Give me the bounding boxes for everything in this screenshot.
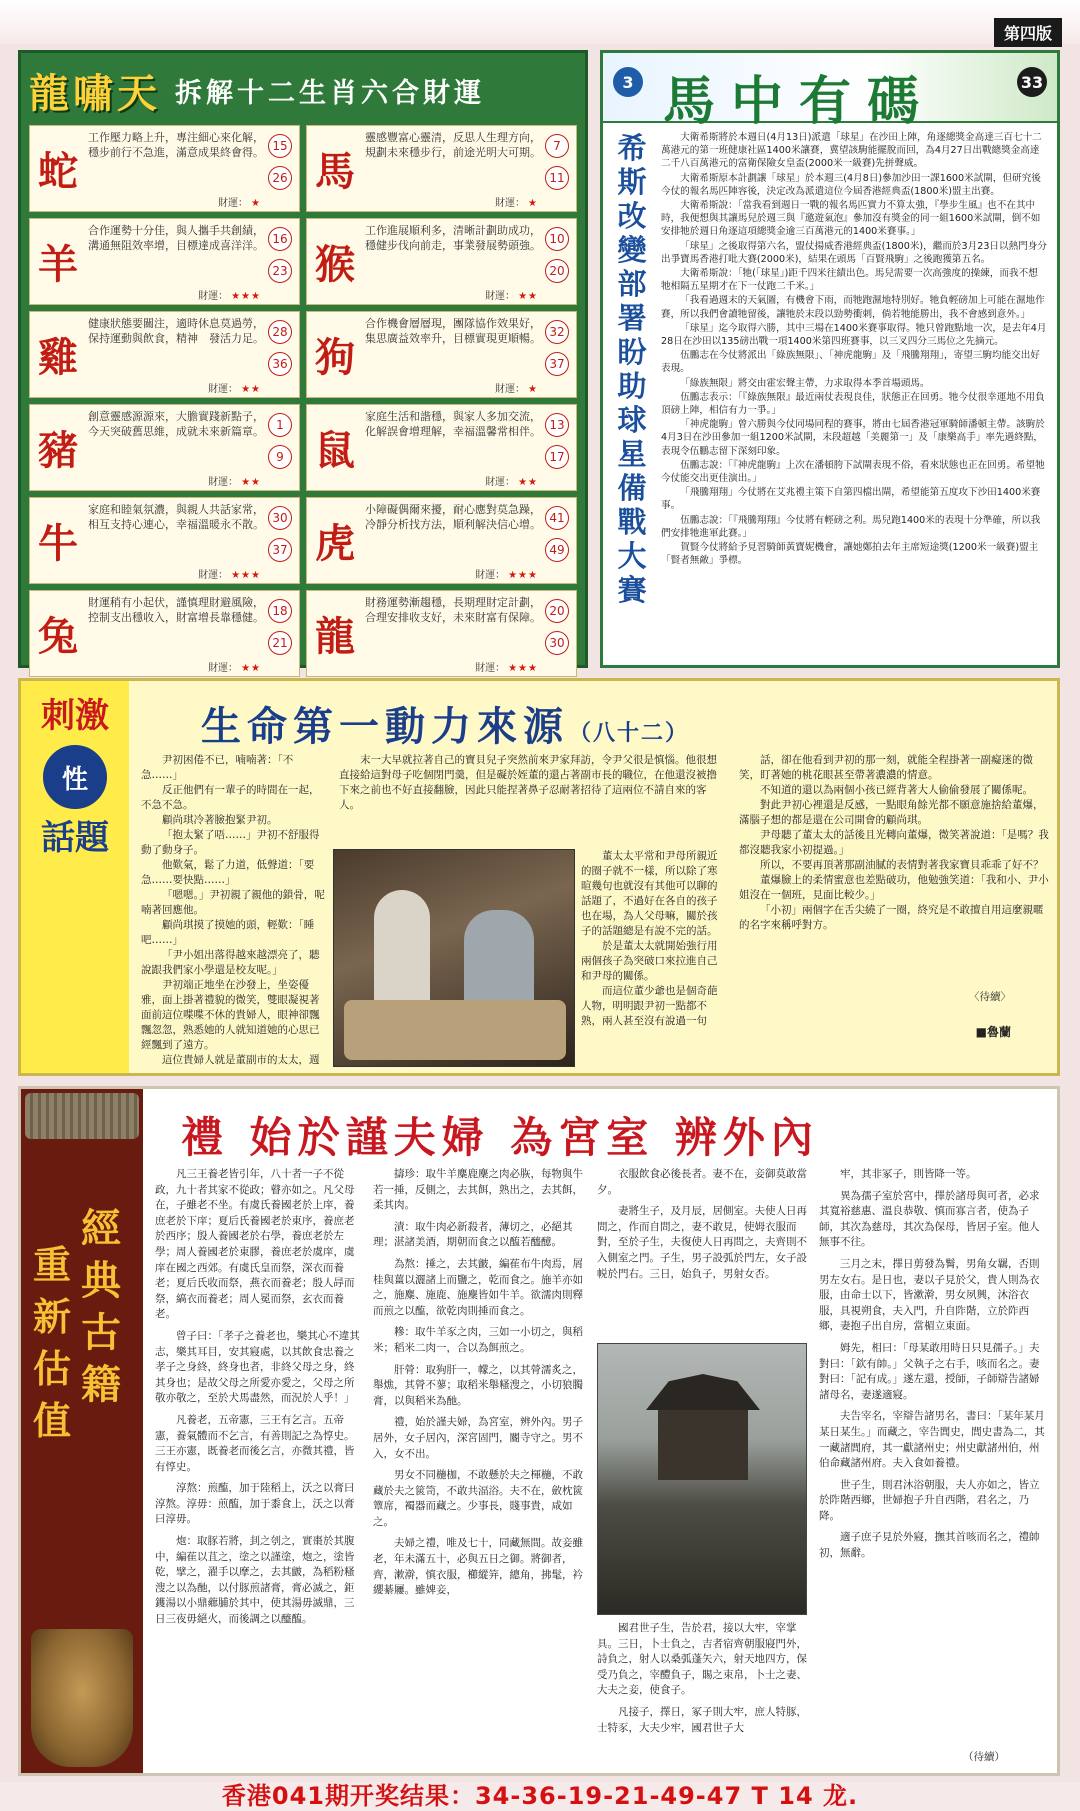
zodiac-lucky-numbers	[542, 409, 572, 473]
zodiac-lucky-numbers	[542, 595, 572, 659]
article-paragraph: 伍鵬志在今仗將派出「綠族無限」、「神虎龍駒」及「飛騰翔翔」，寄望三駒均能交出好表現。	[661, 350, 1040, 375]
zodiac-wealth	[365, 473, 572, 488]
classic-paragraph: 夫告宰名，宰辯告諸男名，書曰：「某年某月某日某生。」而藏之，宰告閭史，閭史書為二，其一藏諸閭府，其一獻諸州史；州史獻諸州伯，州伯命藏諸州府。夫入食如養禮。	[819, 1410, 1045, 1470]
zodiac-cell-main	[365, 223, 572, 287]
zodiac-cell-main	[88, 595, 295, 659]
zodiac-cell	[29, 218, 300, 305]
lucky-number-badge: 10	[545, 227, 569, 251]
article-paragraph: 「球星」迄今取得六勝，其中三場在1400米賽事取得。牠只曾跑點地一次，是去年4月28日在沙田以135磅出戰一項1400米第四班賽事，以三叉四分三馬位之先摘元。	[661, 322, 1047, 348]
zodiac-wealth	[365, 380, 572, 395]
sofa	[344, 1000, 566, 1060]
headline-char: 署	[617, 301, 647, 335]
classic-paragraph: 炮：取豚若將，刲之刳之，實棗於其腹中，編萑以苴之，塗之以謹塗，炮之，塗皆乾，擘之，濯手以摩之，去其皽，為稻粉糔溲之以為酏，以付豚煎諸膏，膏必滅之，鉅鑊湯以小鼎薌脯於其中，使其湯毋滅鼎，三日三夜毋絕火，而後調之以醯醢。	[155, 1535, 355, 1626]
wealth-label: 財運：	[475, 663, 506, 674]
story-paragraph: 對此尹初心裡還是反感，一點眼角餘光都不願意施捨給董爆，滿腦子想的都是還在公司開會的顧尚琪。	[739, 799, 1044, 826]
zodiac-wealth	[88, 566, 295, 581]
zodiac-cell	[29, 311, 300, 398]
classic-paragraph: 男女不同椸枷，不敢懸於夫之楎椸，不敢藏於夫之篋笥，不敢共湢浴。夫不在，斂枕篋簟席，襡器而藏之。少事長，賤事貴，咸如之。	[373, 1469, 583, 1528]
wealth-stars: ★★	[241, 477, 261, 488]
zodiac-cell	[306, 497, 577, 584]
headline-char: 星	[617, 437, 647, 471]
classic-paragraph: 適子庶子見於外寢，撫其首咳而名之，禮帥初，無辭。	[819, 1531, 1040, 1560]
wealth-stars: ★★	[241, 663, 261, 674]
lucky-number-badge: 15	[268, 134, 292, 158]
story-paragraph: 不知道的還以為兩個小孩已經背著大人偷偷發展了關係呢。	[760, 784, 1033, 796]
headline-char: 盼	[617, 335, 647, 369]
horse-header	[603, 53, 1057, 132]
zodiac-fortune-text: 家庭和睦氣氛濃，與親人共話家常，相互支持心連心，幸福溫暖永不散。	[88, 503, 264, 531]
classic-paragraph: 牢，其非冢子，則皆降一等。	[840, 1168, 977, 1180]
zodiac-cell-main	[88, 223, 295, 287]
wealth-stars: ★★★	[508, 570, 538, 581]
zodiac-fortune-text: 健康狀態要關注，適時休息莫過勞，保持運動與飲食，精神 發活力足。	[88, 317, 264, 345]
zodiac-animal: 鼠	[315, 427, 355, 474]
zodiac-cell-main	[88, 502, 295, 566]
article-paragraph: 大衛希斯將於本週日(4月13日)派遣「球星」在沙田上陣，角逐總獎金高達三百七十二萬港元的第一班健康社區1400米讓賽，冀望該駒能擺脫而回，為4月27日出戰總獎金高達二千八百萬港元的富衛保險女皇盃(2000米一級賽)先拼聲威。	[661, 132, 1042, 170]
zodiac-cell-main	[365, 409, 572, 473]
zodiac-animal: 牛	[38, 520, 78, 567]
article-paragraph: 大衛希斯說：「當我看到週日一戰的報名馬匹實力不算太強，『學步生風』也不在其中時，我便想與其讓馬兒於週三與『邀遊氣泡』參加沒有獎金的同一組1600米試閘，倒不如安排牠於週日角逐這項總獎金逾三百萬港元的1400米賽事。」	[661, 200, 1041, 238]
zodiac-cell-main	[365, 502, 572, 566]
zodiac-cell-body	[86, 126, 299, 211]
side-char: 新	[32, 1294, 71, 1339]
side-char: 話	[41, 818, 75, 858]
zodiac-cell-body	[86, 591, 299, 676]
classic-to-be-continued: （待續）	[963, 1751, 1005, 1763]
zodiac-animal: 蛇	[38, 148, 78, 195]
zodiac-animal: 龍	[315, 613, 355, 660]
classic-paragraph: 禮，始於謹夫婦，為宮室，辨外內。男子居外，女子居內，深宮固門，閽寺守之。男不入，女不出。	[373, 1416, 583, 1460]
lucky-number-badge: 17	[545, 445, 569, 469]
side-char: 估	[32, 1346, 71, 1391]
wealth-stars: ★★★	[508, 663, 538, 674]
zodiac-cell-body	[363, 405, 576, 490]
zodiac-fortune-text: 家庭生活和諧穩，與家人多加交流，化解誤會增理解，幸福溫馨常相伴。	[365, 410, 541, 438]
zodiac-lucky-numbers	[542, 316, 572, 380]
wealth-label: 財運：	[485, 477, 516, 488]
article-paragraph: 「我看過週末的天氣圖，有機會下雨，而牠跑濕地特別好。牠負輕磅加上可能在濕地作賽，所以我們會讀牠留後，讓牠於末段以勁勢衝刺，倘若牠能勝出，我不會感到意外。」	[661, 295, 1045, 320]
zodiac-lucky-numbers	[265, 502, 295, 566]
serial-logo: 性	[43, 745, 107, 809]
zodiac-lucky-numbers	[265, 223, 295, 287]
side-char: 經	[81, 1205, 121, 1252]
classic-texts	[18, 1086, 1060, 1776]
page-header-strip	[0, 0, 1080, 44]
lucky-number-badge: 9	[268, 445, 292, 469]
wealth-label: 財運：	[475, 570, 506, 581]
story-paragraph: 顧尚琪冷著臉抱緊尹初。	[162, 814, 278, 826]
lottery-result-footer: 香港041期开奖结果：34-36-19-21-49-47 T 14 龙.	[0, 1782, 1080, 1811]
zodiac-wealth	[365, 659, 572, 674]
zodiac-cell	[306, 404, 577, 491]
classic-paragraph: 為熬：捶之，去其皽，編萑布牛肉焉，屑桂與薑以灑諸上而鹽之，乾而食之。施羊亦如之，施麋、施鹿、施麇皆如牛羊。欲濡肉則釋而煎之以醢，欲乾肉則捶而食之。	[373, 1257, 583, 1317]
zodiac-brand: 龍嘯天	[29, 69, 161, 117]
horse-body	[603, 123, 1057, 663]
zodiac-cell	[306, 311, 577, 398]
story-paragraph: 這位貴婦人就是董副市的太太，週	[162, 1054, 320, 1066]
story-paragraph: 所以，不要再頂著那副油膩的表情對著我家寶貝乖乖了好不？	[760, 859, 1044, 871]
story-paragraph: 「嗯嗯。」尹初親了親他的鎖骨，呢喃著回應他。	[141, 889, 325, 916]
zodiac-cell-main	[365, 130, 572, 194]
zodiac-fortune-text: 財務運勢漸趨穩，長期理財定計劃，合理安排收支好，未來財富有保障。	[365, 596, 541, 624]
serial-side-banner	[21, 681, 129, 1073]
classic-column-3-top	[597, 1167, 807, 1337]
headline-char: 球	[617, 403, 647, 437]
horse-number-badge-right: 33	[1017, 67, 1047, 97]
headline-char: 變	[617, 233, 647, 267]
headline-char: 備	[617, 471, 647, 505]
headline-char: 改	[617, 199, 647, 233]
lucky-number-badge: 49	[545, 538, 569, 562]
story-paragraph: 「小初」兩個字在舌尖繞了一圈，終究是不敢擅自用這麼親暱的名字來稱呼對方。	[739, 904, 1044, 931]
zodiac-cell	[29, 590, 300, 677]
zodiac-cell-main	[88, 130, 295, 194]
zodiac-panel	[18, 50, 588, 674]
zodiac-wealth	[365, 287, 572, 302]
headline-char: 戰	[617, 505, 647, 539]
lucky-number-badge: 21	[268, 631, 292, 655]
classic-paragraph: 漬：取牛肉必新殺者，薄切之，必絕其理；湛諸美酒，期朝而食之以醢若醯醷。	[373, 1220, 573, 1249]
pavilion	[658, 1410, 748, 1480]
zodiac-wealth	[88, 473, 295, 488]
lucky-number-badge: 37	[545, 352, 569, 376]
article-paragraph: 伍鵬志表示：「『綠族無限』最近兩仗表現良佳，狀態正在回勇。牠今仗很幸運地不用負頂磅上陣，相信有力一爭。」	[661, 391, 1045, 417]
story-paragraph: 董太太平常和尹母所親近的圈子就不一樣，所以除了寒暄幾句也就沒有其他可以聊的話題了，不過好在各自的孩子也在場，為人父母嘛，關於孩子的話題總是有說不完的話。	[581, 850, 718, 937]
wealth-label: 財運：	[208, 477, 239, 488]
serial-column-1	[141, 753, 327, 1069]
wealth-label: 財運：	[495, 198, 526, 209]
zodiac-fortune-text: 合作機會層層現，團隊協作效果好，集思廣益效率升，目標實現更順暢。	[365, 317, 541, 345]
lucky-number-badge: 1	[268, 413, 292, 437]
lucky-number-badge: 30	[545, 631, 569, 655]
wealth-label: 財運：	[208, 384, 239, 395]
zodiac-wealth	[88, 380, 295, 395]
zodiac-animal: 羊	[38, 241, 78, 288]
article-paragraph: 「球星」之後取得第六名，盟仗揚威香港經典盃(1800米)，繼而於3月23日以熱門身分出爭寶馬香港打吡大賽(2000米)，結果在頭馬「百賢飛駒」之後跑獲第五名。	[661, 240, 1047, 265]
story-paragraph: 尹初端正地坐在沙發上，坐姿優雅，面上掛著禮貌的微笑，雙眼凝視著面前這位喋喋不休的貴婦人，眼神卻飄飄忽忽，熟悉她的人就知道她的心思已經飄到了遠方。	[141, 979, 320, 1051]
zodiac-cell-body	[363, 591, 576, 676]
zodiac-cell-body	[86, 312, 299, 397]
zodiac-lucky-numbers	[542, 502, 572, 566]
article-paragraph: 伍鵬志說：「『飛騰翔翔』今仗將有輕磅之利。馬兒跑1400米的表現十分準確，所以我們安排牠進軍此賽。」	[661, 514, 1041, 539]
lucky-number-badge: 18	[268, 599, 292, 623]
zodiac-wealth	[88, 287, 295, 302]
wealth-label: 財運：	[208, 663, 239, 674]
side-char: 重	[32, 1242, 71, 1287]
side-char: 激	[75, 696, 109, 736]
serial-column-2-bottom	[581, 849, 727, 1069]
horse-article-text	[661, 123, 1057, 663]
zodiac-lucky-numbers	[265, 130, 295, 194]
zodiac-fortune-text: 合作運勢十分佳，與人攜手共創績，溝通無阻效率增，目標達成喜洋洋。	[88, 224, 264, 252]
wealth-stars: ★★	[518, 291, 538, 302]
zodiac-animal: 豬	[38, 427, 78, 474]
zodiac-cell	[306, 125, 577, 212]
classic-paragraph: 凡接子，擇日，冢子則大牢，庶人特豚，士特豕，大夫少牢，國君世子大	[597, 1705, 807, 1734]
lucky-number-badge: 37	[268, 538, 292, 562]
story-paragraph: 於是董太太就開始強行用兩個孩子為突破口來拉進自己和尹母的關係。	[581, 940, 718, 982]
horse-racing-column	[600, 50, 1060, 668]
zodiac-fortune-text: 工作壓力略上升，專注細心來化解，穩步前行不急進，滿意成果終會得。	[88, 131, 264, 159]
classic-paragraph: 夫婦之禮，唯及七十，同藏無間。故妾雖老，年未滿五十，必與五日之御。將御者，齊，漱澣，慎衣服，櫛縱笄，總角，拂髦，衿纓綦屨。雖婢妾，	[373, 1537, 583, 1597]
wealth-stars: ★	[528, 198, 538, 209]
zodiac-animal: 猴	[315, 241, 355, 288]
wealth-stars: ★★	[518, 477, 538, 488]
wealth-stars: ★★★	[231, 570, 261, 581]
classic-paragraph: 姆先，相曰：「母某敢用時日只見孺子。」夫對曰：「欽有帥。」父執子之右手，咳而名之。妻對曰：「記有成。」遂左還，授師，子師辯告諸婦諸母名，妻遂適寢。	[819, 1341, 1040, 1401]
classic-column-4	[819, 1167, 1045, 1745]
zodiac-lucky-numbers	[542, 130, 572, 194]
bamboo-scroll-image	[25, 1093, 139, 1139]
zodiac-cell	[29, 404, 300, 491]
story-paragraph: 他歎氣，鬆了力道，低聲道：「要急……要快點……」	[141, 859, 315, 886]
wealth-stars: ★★★	[231, 291, 261, 302]
zodiac-cell-body	[86, 498, 299, 583]
side-char: 籍	[81, 1361, 121, 1408]
zodiac-cell	[306, 590, 577, 677]
article-paragraph: 「綠族無限」將交由霍宏聲主帶，力求取得本季首場頭馬。	[680, 377, 930, 389]
classic-paragraph: 凡三王養老皆引年，八十者一子不從政，九十者其家不從政；瞽亦如之。凡父母在，子雖老不坐。有虞氏養國老於上庠，養庶老於下庠；夏后氏養國老於東序，養庶老於西序；殷人養國老於右學，養庶老於左學；周人養國老於東膠，養庶老於虞庠，虞庠在國之西郊。有虞氏皇而祭，深衣而養老；夏后氏收而祭，燕衣而養老；殷人冔而祭，縞衣而養老；周人冕而祭，玄衣而養老。	[155, 1168, 355, 1321]
article-paragraph: 「神虎龍駒」曾六勝與今仗同場同程的賽事，將由七屆香港冠軍騎師潘頓主帶。該駒於4月3日在沙田參加一組1200米試閘，末段超越「美麗第一」及「康樂高手」率先過終點，表現令伍鵬志留下深刻印象。	[661, 419, 1045, 457]
side-char: 題	[75, 818, 109, 858]
horse-vertical-headline	[603, 123, 661, 663]
headline-char: 部	[617, 267, 647, 301]
classic-side-title-left	[29, 1239, 75, 1447]
headline-char: 斯	[617, 165, 647, 199]
page-number: 第四版	[994, 18, 1062, 47]
serial-story	[18, 678, 1060, 1076]
classic-paragraph: 淳熬：煎醢，加于陸稻上，沃之以膏曰淳熬。淳毋：煎醢，加于黍食上，沃之以膏曰淳毋。	[155, 1482, 355, 1526]
zodiac-cell-body	[363, 312, 576, 397]
headline-char: 助	[617, 369, 647, 403]
headline-char: 大	[617, 539, 647, 573]
classic-title: 禮 始於謹夫婦 為宮室 辨外內	[181, 1113, 819, 1162]
article-paragraph: 大衛希斯原本計劃讓「球星」於本週三(4月8日)參加沙田一課1600米試閘，但研究後今仗的報名馬匹陣容後，決定改為派遣這位今屆香港經典盃(1800米)盟主出賽。	[661, 172, 1041, 197]
wealth-stars: ★★	[241, 384, 261, 395]
classic-illustration	[597, 1343, 807, 1615]
story-paragraph: 反正他們有一輩子的時間在一起，不急不急。	[141, 784, 320, 811]
classic-paragraph: 國君世子生，告於君，接以大牢，宰掌具。三日，卜士負之，吉者宿齊朝服寢門外，詩負之，射人以桑弧蓬矢六，射天地四方，保受乃負之，宰醴負子，賜之束帛，卜士之妻、大夫之妾，使食子。	[597, 1622, 807, 1697]
article-paragraph: 大衛希斯說：「牠(「球星」)距千四米往績出色。馬兒需要一次高強度的操練，而我不想牠相隔五星期才在下一仗跑二千米。」	[661, 268, 1038, 293]
classic-paragraph: 衣服飲食必後長者。妻不在，妾御莫敢當夕。	[597, 1168, 807, 1196]
serial-column-3	[739, 753, 1051, 983]
zodiac-cell	[29, 497, 300, 584]
lucky-number-badge: 7	[545, 134, 569, 158]
wealth-stars: ★	[251, 198, 261, 209]
zodiac-fortune-text: 創意靈感源源來，大膽實踐新點子，今天突破舊思維，成就未來新篇章。	[88, 410, 264, 438]
zodiac-animal: 兔	[38, 613, 78, 660]
zodiac-cell-body	[86, 219, 299, 304]
story-paragraph: 尹初困倦不已，喃喃著：「不急……」	[141, 754, 294, 781]
zodiac-animal: 虎	[315, 520, 355, 567]
classic-paragraph: 肝膋：取狗肝一，幪之，以其膋濡炙之，舉燋，其膋不蓼；取稻米舉糔溲之，小切狼臅膏，以與稻米為酏。	[373, 1363, 583, 1407]
wealth-label: 財運：	[198, 570, 229, 581]
classic-paragraph: 妻將生子，及月辰，居側室。夫使人日再問之，作而自問之，妻不敢見，使姆衣服而對，至於子生，夫復使人日再問之，夫齊則不入側室之門。子生，男子設弧於門左，女子設帨於門右。三日，始負子，男射女否。	[597, 1205, 807, 1280]
zodiac-cell-main	[88, 316, 295, 380]
zodiac-lucky-numbers	[265, 595, 295, 659]
wealth-label: 財運：	[495, 384, 526, 395]
zodiac-cell	[29, 125, 300, 212]
serial-title-episode: （八十二）	[569, 720, 690, 746]
serial-column-2-top	[339, 753, 727, 845]
lucky-number-badge: 20	[545, 599, 569, 623]
zodiac-wealth	[88, 659, 295, 674]
sage-portrait	[31, 1629, 133, 1767]
horse-title: 馬中有碼	[663, 71, 936, 132]
story-paragraph: 「尹小姐出落得越來越漂亮了，聽說跟我們家小學還是校友呢。」	[141, 949, 320, 976]
classic-column-1	[155, 1167, 361, 1767]
zodiac-cell	[306, 218, 577, 305]
lucky-number-badge: 23	[268, 259, 292, 283]
classic-column-3-bottom	[597, 1621, 807, 1767]
zodiac-cell-body	[363, 219, 576, 304]
zodiac-fortune-text: 小障礙偶爾來擾，耐心應對莫急躁，冷靜分析找方法，順利解決信心增。	[365, 503, 541, 531]
zodiac-animal: 馬	[315, 148, 355, 195]
zodiac-fortune-text: 工作進展順利多，清晰計劃助成功，穩健步伐向前走，事業發展勢頭強。	[365, 224, 541, 252]
lucky-number-badge: 16	[268, 227, 292, 251]
wealth-stars: ★	[528, 384, 538, 395]
zodiac-cell-main	[365, 316, 572, 380]
story-paragraph: 話，卻在他看到尹初的那一刻，就能全程掛著一副癡迷的微笑，盯著她的桃花眼甚至帶著濃濃的情意。	[739, 754, 1033, 781]
lucky-number-badge: 32	[545, 320, 569, 344]
side-char: 值	[32, 1398, 71, 1443]
zodiac-lucky-numbers	[542, 223, 572, 287]
zodiac-wealth	[365, 194, 572, 209]
lucky-number-badge: 26	[268, 166, 292, 190]
wealth-label: 財運：	[198, 291, 229, 302]
zodiac-wealth	[365, 566, 572, 581]
story-paragraph: 末一大早就拉著自己的寶貝兒子突然前來尹家拜訪，令尹父很是慎惱。他很想直接給這對母子吃個閉門羹，但是礙於姪董的還占著副市長的職位，在他還沒被撸下來之前也不好直接翻臉，因此只能捏著鼻子忍耐著招待了這兩位不請自來的客人。	[339, 754, 717, 811]
lucky-number-badge: 11	[545, 166, 569, 190]
classic-paragraph: 三月之末，擇日剪發為鬌，男角女羈，否則男左女右。是日也，妻以子見於父，貴人則為衣服，由命士以下，皆漱澣，男女夙興，沐浴衣服，具視朔食，夫入門，升自阼階，立於阼西鄉，妻抱子出自房，當楣立東面。	[819, 1257, 1040, 1333]
serial-to-be-continued: 〈待續〉	[969, 991, 1011, 1003]
serial-illustration	[333, 849, 575, 1067]
zodiac-cell-body	[363, 126, 576, 211]
story-paragraph: 尹母聽了董太太的話後且光轉向董爆，微笑著說道：「是嗎？我都沒聽我家小初提過。」	[739, 829, 1049, 856]
story-paragraph: 董爆臉上的柔情蜜意也差點破功，他勉強笑道：「我和小、尹小姐沒在一個班，見面比較少。」	[739, 874, 1049, 901]
horse-number-badge-left: 3	[613, 67, 643, 97]
lucky-number-badge: 13	[545, 413, 569, 437]
side-char: 刺	[41, 696, 75, 736]
lucky-number-badge: 41	[545, 506, 569, 530]
wealth-label: 財運：	[218, 198, 249, 209]
article-paragraph: 伍鵬志說：「『神虎龍駒』上次在潘頓胯下試閘表現不俗，看來狀態也正在回勇。希望牠今仗能交出更佳演出。」	[661, 459, 1045, 485]
zodiac-animal: 狗	[315, 334, 355, 381]
story-paragraph: 而這位董少爺也是個奇葩人物，明明跟尹初一點都不熟，兩人甚至沒有說過一句	[581, 985, 718, 1027]
classic-paragraph: 世子生，則君沐浴朝服，夫人亦如之，皆立於阼階西鄉，世婦抱子升自西階，君名之，乃降。	[819, 1478, 1040, 1522]
lucky-number-badge: 20	[545, 259, 569, 283]
story-paragraph: 顧尚琪摸了摸她的頭，輕歎：「睡吧……」	[141, 919, 315, 946]
zodiac-cell-main	[365, 595, 572, 659]
headline-char: 賽	[617, 573, 647, 607]
zodiac-cell-main	[88, 409, 295, 473]
wealth-label: 財運：	[485, 291, 516, 302]
side-char: 古	[81, 1309, 121, 1356]
story-paragraph: 「抱太緊了唔……」尹初不舒服得動了動身子。	[141, 829, 320, 856]
zodiac-grid	[29, 125, 577, 677]
zodiac-lucky-numbers	[265, 316, 295, 380]
lucky-number-badge: 36	[268, 352, 292, 376]
article-paragraph: 賀賢今仗將給予見習騎師黃寶妮機會，讓她鄭拍去年主席短途獎(1200米一級賽)盟主「賢者無敵」爭標。	[661, 542, 1039, 567]
zodiac-wealth	[88, 194, 295, 209]
classic-paragraph: 凡養老，五帝憲，三王有乞言。五帝憲，養氣體而不乞言，有善則記之為惇史。三王亦憲，既養老而後乞言，亦微其禮，皆有惇史。	[155, 1413, 355, 1473]
classic-side-banner	[21, 1089, 143, 1773]
zodiac-fortune-text: 靈感豐富心靈清，反思人生理方向，規劃未來穩步行，前途光明大可期。	[365, 131, 541, 159]
zodiac-subtitle: 拆解十二生肖六合財運	[175, 77, 485, 109]
zodiac-lucky-numbers	[265, 409, 295, 473]
serial-side-bottom	[41, 817, 109, 859]
zodiac-header	[29, 61, 577, 119]
serial-author: ■魯蘭	[975, 1025, 1011, 1039]
zodiac-fortune-text: 財運稍有小起伏，謹慎理財避風險，控制支出穩收入，財富增長靠穩健。	[88, 596, 264, 624]
classic-paragraph: 擣珍：取牛羊麋鹿麇之肉必脄，每物與牛若一捶，反側之，去其餌，熟出之，去其餌，柔其肉。	[373, 1168, 583, 1212]
lucky-number-badge: 30	[268, 506, 292, 530]
classic-column-2	[373, 1167, 585, 1767]
zodiac-cell-body	[363, 498, 576, 583]
lucky-number-badge: 28	[268, 320, 292, 344]
zodiac-animal: 雞	[38, 334, 78, 381]
classic-side-title-right	[71, 1203, 131, 1411]
pavilion-roof	[646, 1374, 760, 1410]
classic-paragraph: 曾子曰：「孝子之養老也，樂其心不違其志，樂其耳目，安其寢處，以其飲食忠養之孝子之身終，終身也者，非終父母之身，終其身也；是故父母之所愛亦愛之，父母之所敬亦敬之，至於犬馬盡然，而況於人乎！」	[155, 1329, 360, 1405]
classic-paragraph: 糝：取牛羊豕之肉，三如一小切之，與稻米；稻米二肉一，合以為餌煎之。	[373, 1326, 583, 1354]
serial-side-top	[41, 695, 109, 737]
side-char: 典	[81, 1257, 121, 1304]
article-paragraph: 「飛騰翔翔」今仗將在艾兆禮主策下自第四檔出閘，希望能第五度攻下沙田1400米賽事。	[661, 487, 1041, 512]
serial-title-main: 生命第一動力來源	[201, 703, 569, 750]
headline-char: 希	[617, 131, 647, 165]
classic-paragraph: 異為孺子室於宮中，擇於諸母與可者，必求其寬裕慈惠、溫良恭敬、慎而寡言者，使為子師，其次為慈母，其次為保母，皆居子室。他人無事不往。	[819, 1189, 1040, 1249]
zodiac-cell-body	[86, 405, 299, 490]
serial-title	[201, 695, 689, 752]
